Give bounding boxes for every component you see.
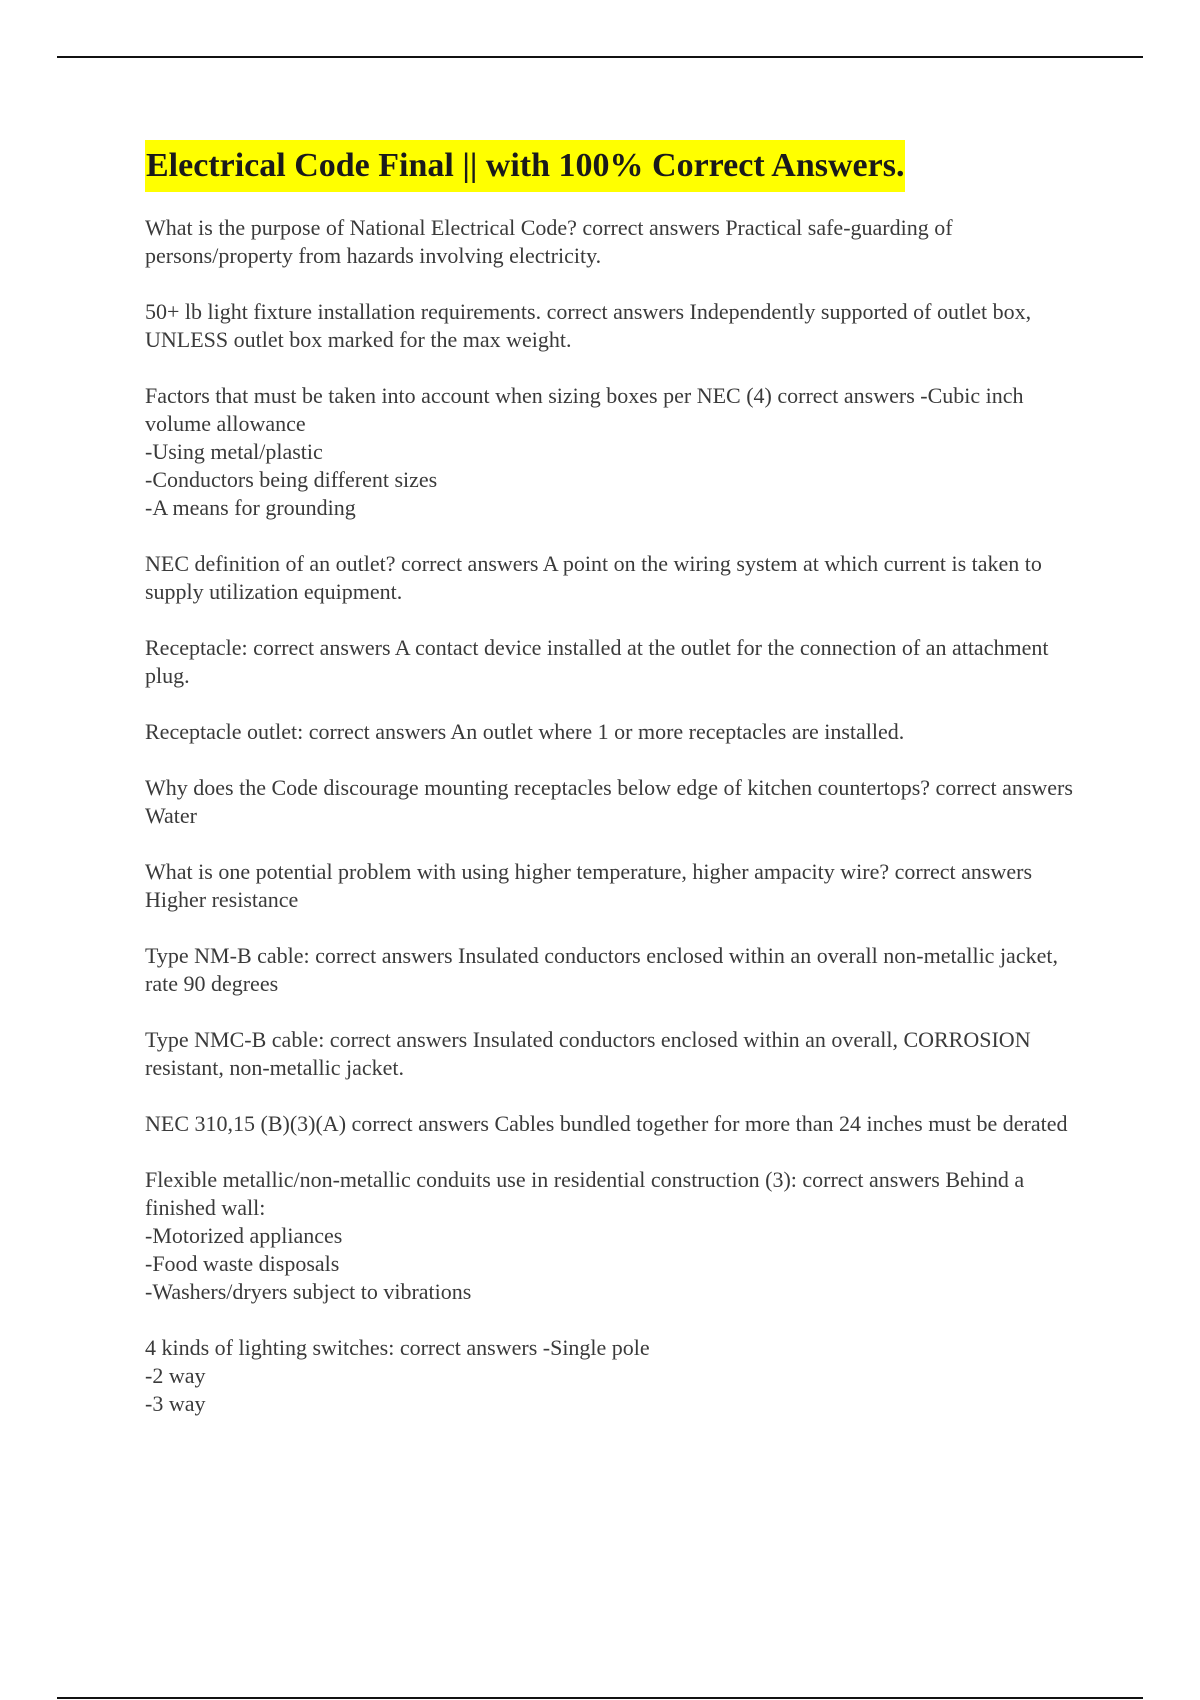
qa-entry: What is the purpose of National Electrical Code? correct answers Practical safe-guarding of persons/property from hazards involving electricity. [145,215,953,268]
qa-entry: Factors that must be taken into account when sizing boxes per NEC (4) correct answers -Cubic inch volume allowance -Using metal/plastic -Conductors being different sizes -A means for grounding [145,383,1024,520]
qa-entry: What is one potential problem with using higher temperature, higher ampacity wire? correct answers Higher resistance [145,859,1033,912]
document-body [145,140,1090,1446]
qa-list [145,214,1090,1418]
qa-entry: 50+ lb light fixture installation requirements. correct answers Independently supported of outlet box, UNLESS outlet box marked for the max weight. [145,299,1032,352]
qa-entry: NEC definition of an outlet? correct answers A point on the wiring system at which current is taken to supply utilization equipment. [145,551,1042,604]
qa-entry: Receptacle: correct answers A contact device installed at the outlet for the connection of an attachment plug. [145,635,1049,688]
qa-entry: NEC 310,15 (B)(3)(A) correct answers Cables bundled together for more than 24 inches must be derated [145,1111,1068,1136]
qa-entry: Flexible metallic/non-metallic conduits use in residential construction (3): correct answers Behind a finished wall: -Motorized appliances -Food waste disposals -Washers/dryers subject to vibrations [145,1167,1025,1304]
qa-entry: Type NMC-B cable: correct answers Insulated conductors enclosed within an overall, CORROSION resistant, non-metallic jacket. [145,1027,1031,1080]
top-rule [57,56,1143,58]
qa-entry: 4 kinds of lighting switches: correct answers -Single pole -2 way -3 way [145,1335,650,1416]
qa-entry: Why does the Code discourage mounting receptacles below edge of kitchen countertops? correct answers Water [145,775,1073,828]
document-title: Electrical Code Final || with 100% Correct Answers. [145,140,905,192]
bottom-rule [57,1697,1143,1699]
qa-entry: Receptacle outlet: correct answers An outlet where 1 or more receptacles are installed. [145,719,905,744]
qa-entry: Type NM-B cable: correct answers Insulated conductors enclosed within an overall non-metallic jacket, rate 90 degrees [145,943,1058,996]
